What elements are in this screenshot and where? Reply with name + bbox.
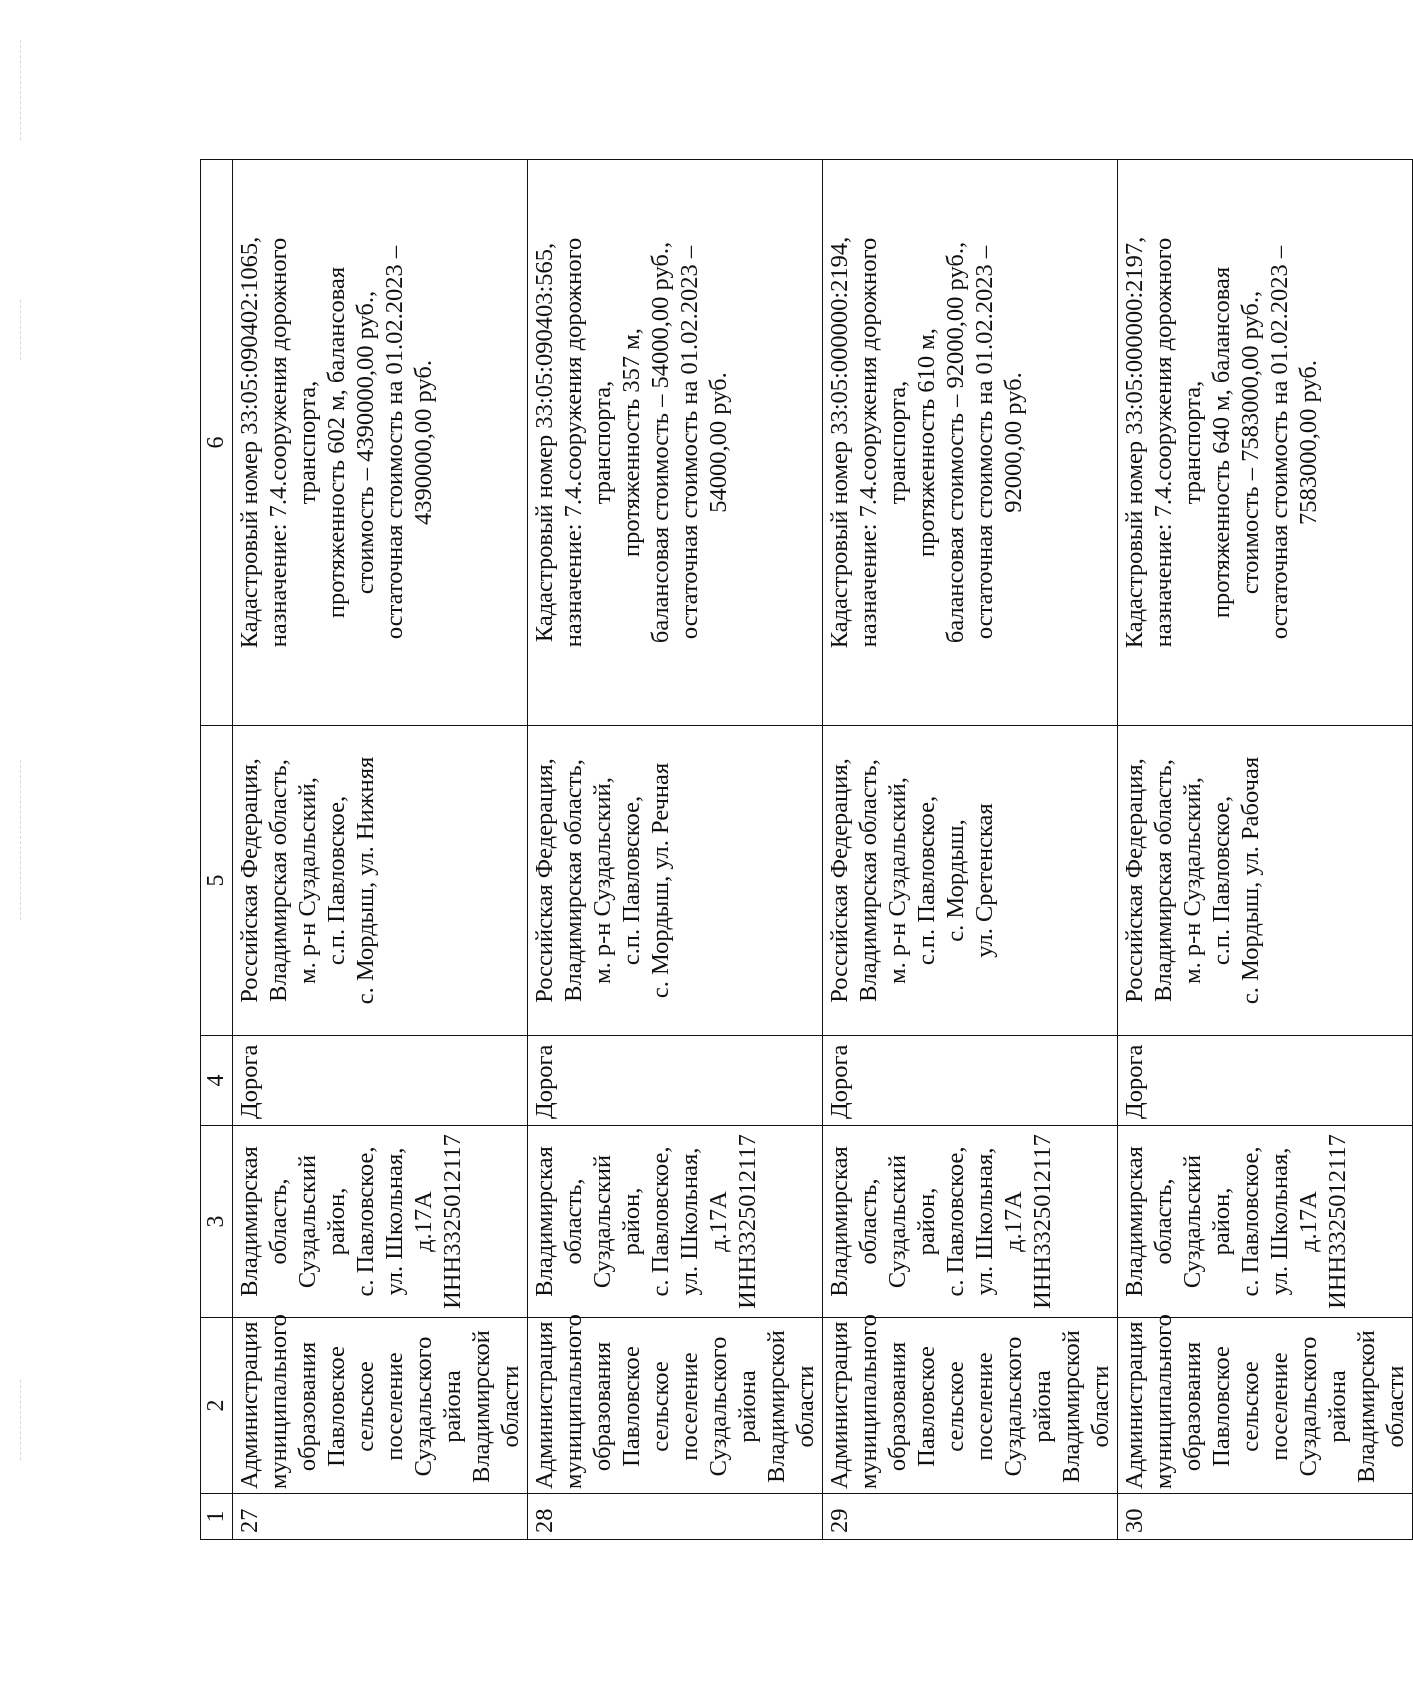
- cell-text-line: ИНН3325012117: [734, 1134, 761, 1309]
- cell-text-line: образования: [1179, 1341, 1206, 1472]
- cell-text-line: с. Мордыш,: [942, 819, 969, 942]
- cell-text-line: 4390000,00 руб.: [410, 360, 437, 525]
- cell-text-line: м. р-н Суздальский,: [589, 777, 616, 984]
- cell-text-line: поселение: [381, 1352, 408, 1461]
- cell-text-line: Владимирская: [1121, 1146, 1148, 1297]
- cell-text-line: с. Павловское,: [352, 1146, 379, 1297]
- cell-text-line: д.17А: [410, 1191, 437, 1252]
- cell-text-line: д.17А: [705, 1191, 732, 1252]
- cell-text-line: протяженность 610 м,: [913, 328, 940, 557]
- cell-text-line: Администрация: [531, 1321, 558, 1489]
- object-location-cell: [233, 726, 528, 1036]
- cell-text-line: Суздальского района: [410, 1336, 466, 1477]
- cell-text-line: Суздальский район,: [884, 1154, 940, 1289]
- table-row: [823, 160, 1118, 1540]
- cell-text-line: Кадастровый номер 33:05:090403:565,: [531, 242, 558, 643]
- cell-text-line: поселение: [676, 1352, 703, 1461]
- cell-text-line: Павловское сельское: [913, 1346, 969, 1467]
- object-location-cell: [823, 726, 1118, 1036]
- cell-text-line: область,: [560, 1178, 587, 1265]
- cell-text-line: Владимирская область,: [855, 759, 882, 1002]
- cell-text-line: 54000,00 руб.: [705, 372, 732, 513]
- cell-text-line: с.п. Павловское,: [323, 795, 350, 966]
- cell-text-line: Суздальского района: [1000, 1336, 1056, 1477]
- scan-mark: [20, 760, 22, 920]
- cell-text-line: область,: [265, 1178, 292, 1265]
- cell-text-line: Владимирская область,: [560, 759, 587, 1002]
- cell-text-line: протяженность 602 м, балансовая: [323, 266, 350, 619]
- cell-text-line: Владимирской области: [468, 1330, 524, 1483]
- header-row: [201, 160, 233, 1540]
- cell-text-line: Администрация: [1121, 1321, 1148, 1489]
- cell-text-line: Кадастровый номер 33:05:090402:1065,: [236, 236, 263, 649]
- cell-text-line: образования: [589, 1341, 616, 1472]
- cell-text-line: остаточная стоимость на 01.02.2023 –: [971, 245, 998, 640]
- cell-text-line: ул. Школьная,: [971, 1147, 998, 1296]
- cell-text-line: поселение: [971, 1352, 998, 1461]
- cell-text-line: ул. Сретенская: [971, 803, 998, 958]
- cell-text-line: Владимирская область,: [1150, 759, 1177, 1002]
- holder-cell: [233, 1314, 528, 1494]
- cell-text-line: с.п. Павловское,: [618, 795, 645, 966]
- cell-text-line: ул. Школьная,: [381, 1147, 408, 1296]
- object-description-cell: [233, 160, 528, 726]
- holder-cell: [823, 1314, 1118, 1494]
- object-description-cell: [1118, 160, 1413, 726]
- cell-text-line: Российская Федерация,: [531, 758, 558, 1003]
- cell-text-line: Павловское сельское: [1208, 1346, 1264, 1467]
- cell-text-line: Администрация: [826, 1321, 853, 1489]
- cell-text-line: с. Павловское,: [647, 1146, 674, 1297]
- property-table: [200, 159, 1413, 1540]
- cell-text-line: с. Мордыш, ул. Рабочая: [1237, 756, 1264, 1005]
- cell-text-line: остаточная стоимость на 01.02.2023 –: [1266, 245, 1293, 640]
- cell-text-line: Владимирская: [531, 1146, 558, 1297]
- cell-text-line: ИНН3325012117: [1029, 1134, 1056, 1309]
- cell-text-line: Суздальский район,: [1179, 1154, 1235, 1289]
- object-description-cell: [823, 160, 1118, 726]
- cell-text-line: транспорта,: [589, 380, 616, 505]
- column-header: 1: [201, 1494, 233, 1540]
- cell-text-line: ул. Школьная,: [676, 1147, 703, 1296]
- object-type-cell: Дорога: [823, 1036, 1118, 1126]
- cell-text-line: ул. Школьная,: [1266, 1147, 1293, 1296]
- object-type-cell: Дорога: [1118, 1036, 1413, 1126]
- cell-text-line: Павловское сельское: [323, 1346, 379, 1467]
- cell-text-line: Владимирской области: [1058, 1330, 1114, 1483]
- cell-text-line: стоимость – 4390000,00 руб.,: [352, 290, 379, 595]
- cell-text-line: остаточная стоимость на 01.02.2023 –: [381, 245, 408, 640]
- cell-text-line: Администрация: [236, 1321, 263, 1489]
- cell-text-line: транспорта,: [884, 380, 911, 505]
- cell-text-line: Владимирская область,: [265, 759, 292, 1002]
- cell-text-line: протяженность 357 м,: [618, 328, 645, 557]
- cell-text-line: Владимирская: [826, 1146, 853, 1297]
- cell-text-line: Кадастровый номер 33:05:000000:2194,: [826, 236, 853, 649]
- column-header: 2: [201, 1318, 233, 1494]
- cell-text-line: Суздальский район,: [589, 1154, 645, 1289]
- row-number-cell: 29: [823, 1494, 1118, 1540]
- cell-text-line: Павловское сельское: [618, 1346, 674, 1467]
- holder-address-cell: [233, 1126, 528, 1318]
- table-row: [233, 160, 528, 1540]
- cell-text-line: назначение: 7.4.сооружения дорожного: [265, 237, 292, 648]
- cell-text-line: назначение: 7.4.сооружения дорожного: [855, 237, 882, 648]
- cell-text-line: протяженность 640 м, балансовая: [1208, 266, 1235, 619]
- cell-text-line: назначение: 7.4.сооружения дорожного: [560, 237, 587, 648]
- scan-mark: [20, 300, 22, 360]
- cell-text-line: с. Павловское,: [1237, 1146, 1264, 1297]
- cell-text-line: муниципального: [560, 1314, 587, 1489]
- cell-text-line: назначение: 7.4.сооружения дорожного: [1150, 237, 1177, 648]
- holder-address-cell: [1118, 1126, 1413, 1318]
- cell-text-line: Владимирская: [236, 1146, 263, 1297]
- cell-text-line: Кадастровый номер 33:05:000000:2197,: [1121, 236, 1148, 649]
- row-number-cell: 28: [528, 1494, 823, 1540]
- cell-text-line: Владимирской области: [1353, 1330, 1409, 1483]
- cell-text-line: Суздальского района: [1295, 1336, 1351, 1477]
- cell-text-line: муниципального: [855, 1314, 882, 1489]
- cell-text-line: м. р-н Суздальский,: [884, 777, 911, 984]
- object-type-cell: Дорога: [528, 1036, 823, 1126]
- object-location-cell: [528, 726, 823, 1036]
- cell-text-line: Суздальского района: [705, 1336, 761, 1477]
- column-header: 5: [201, 726, 233, 1036]
- cell-text-line: муниципального: [265, 1314, 292, 1489]
- cell-text-line: Владимирской области: [763, 1330, 819, 1483]
- cell-text-line: Российская Федерация,: [1121, 758, 1148, 1003]
- column-header: 6: [201, 160, 233, 726]
- object-type-cell: Дорога: [233, 1036, 528, 1126]
- column-header: 4: [201, 1036, 233, 1126]
- table-row: [1118, 160, 1413, 1540]
- rotated-document-page: [200, 160, 1409, 1540]
- holder-cell: [1118, 1314, 1413, 1494]
- cell-text-line: ИНН3325012117: [1324, 1134, 1351, 1309]
- row-number-cell: 27: [233, 1494, 528, 1540]
- cell-text-line: образования: [884, 1341, 911, 1472]
- cell-text-line: транспорта,: [1179, 380, 1206, 505]
- cell-text-line: балансовая стоимость – 92000,00 руб.,: [942, 241, 969, 644]
- cell-text-line: поселение: [1266, 1352, 1293, 1461]
- object-description-cell: [528, 160, 823, 726]
- cell-text-line: муниципального: [1150, 1314, 1177, 1489]
- cell-text-line: транспорта,: [294, 380, 321, 505]
- row-number-cell: 30: [1118, 1494, 1413, 1540]
- cell-text-line: 7583000,00 руб.: [1295, 360, 1322, 525]
- cell-text-line: образования: [294, 1341, 321, 1472]
- column-header: 3: [201, 1126, 233, 1318]
- cell-text-line: 92000,00 руб.: [1000, 372, 1027, 513]
- cell-text-line: ИНН3325012117: [439, 1134, 466, 1309]
- cell-text-line: с.п. Павловское,: [913, 795, 940, 966]
- holder-address-cell: [823, 1126, 1118, 1318]
- cell-text-line: остаточная стоимость на 01.02.2023 –: [676, 245, 703, 640]
- cell-text-line: Суздальский район,: [294, 1154, 350, 1289]
- holder-cell: [528, 1314, 823, 1494]
- scan-mark: [20, 40, 22, 140]
- cell-text-line: Российская Федерация,: [826, 758, 853, 1003]
- cell-text-line: м. р-н Суздальский,: [294, 777, 321, 984]
- cell-text-line: д.17А: [1295, 1191, 1322, 1252]
- cell-text-line: с. Мордыш, ул. Нижняя: [352, 756, 379, 1005]
- cell-text-line: стоимость – 7583000,00 руб.,: [1237, 290, 1264, 595]
- holder-address-cell: [528, 1126, 823, 1318]
- cell-text-line: д.17А: [1000, 1191, 1027, 1252]
- cell-text-line: с. Павловское,: [942, 1146, 969, 1297]
- cell-text-line: м. р-н Суздальский,: [1179, 777, 1206, 984]
- cell-text-line: с.п. Павловское,: [1208, 795, 1235, 966]
- cell-text-line: с. Мордыш, ул. Речная: [647, 762, 674, 999]
- cell-text-line: область,: [1150, 1178, 1177, 1265]
- scan-mark: [20, 1380, 22, 1460]
- cell-text-line: область,: [855, 1178, 882, 1265]
- cell-text-line: Российская Федерация,: [236, 758, 263, 1003]
- object-location-cell: [1118, 726, 1413, 1036]
- table-row: [528, 160, 823, 1540]
- cell-text-line: балансовая стоимость – 54000,00 руб.,: [647, 241, 674, 644]
